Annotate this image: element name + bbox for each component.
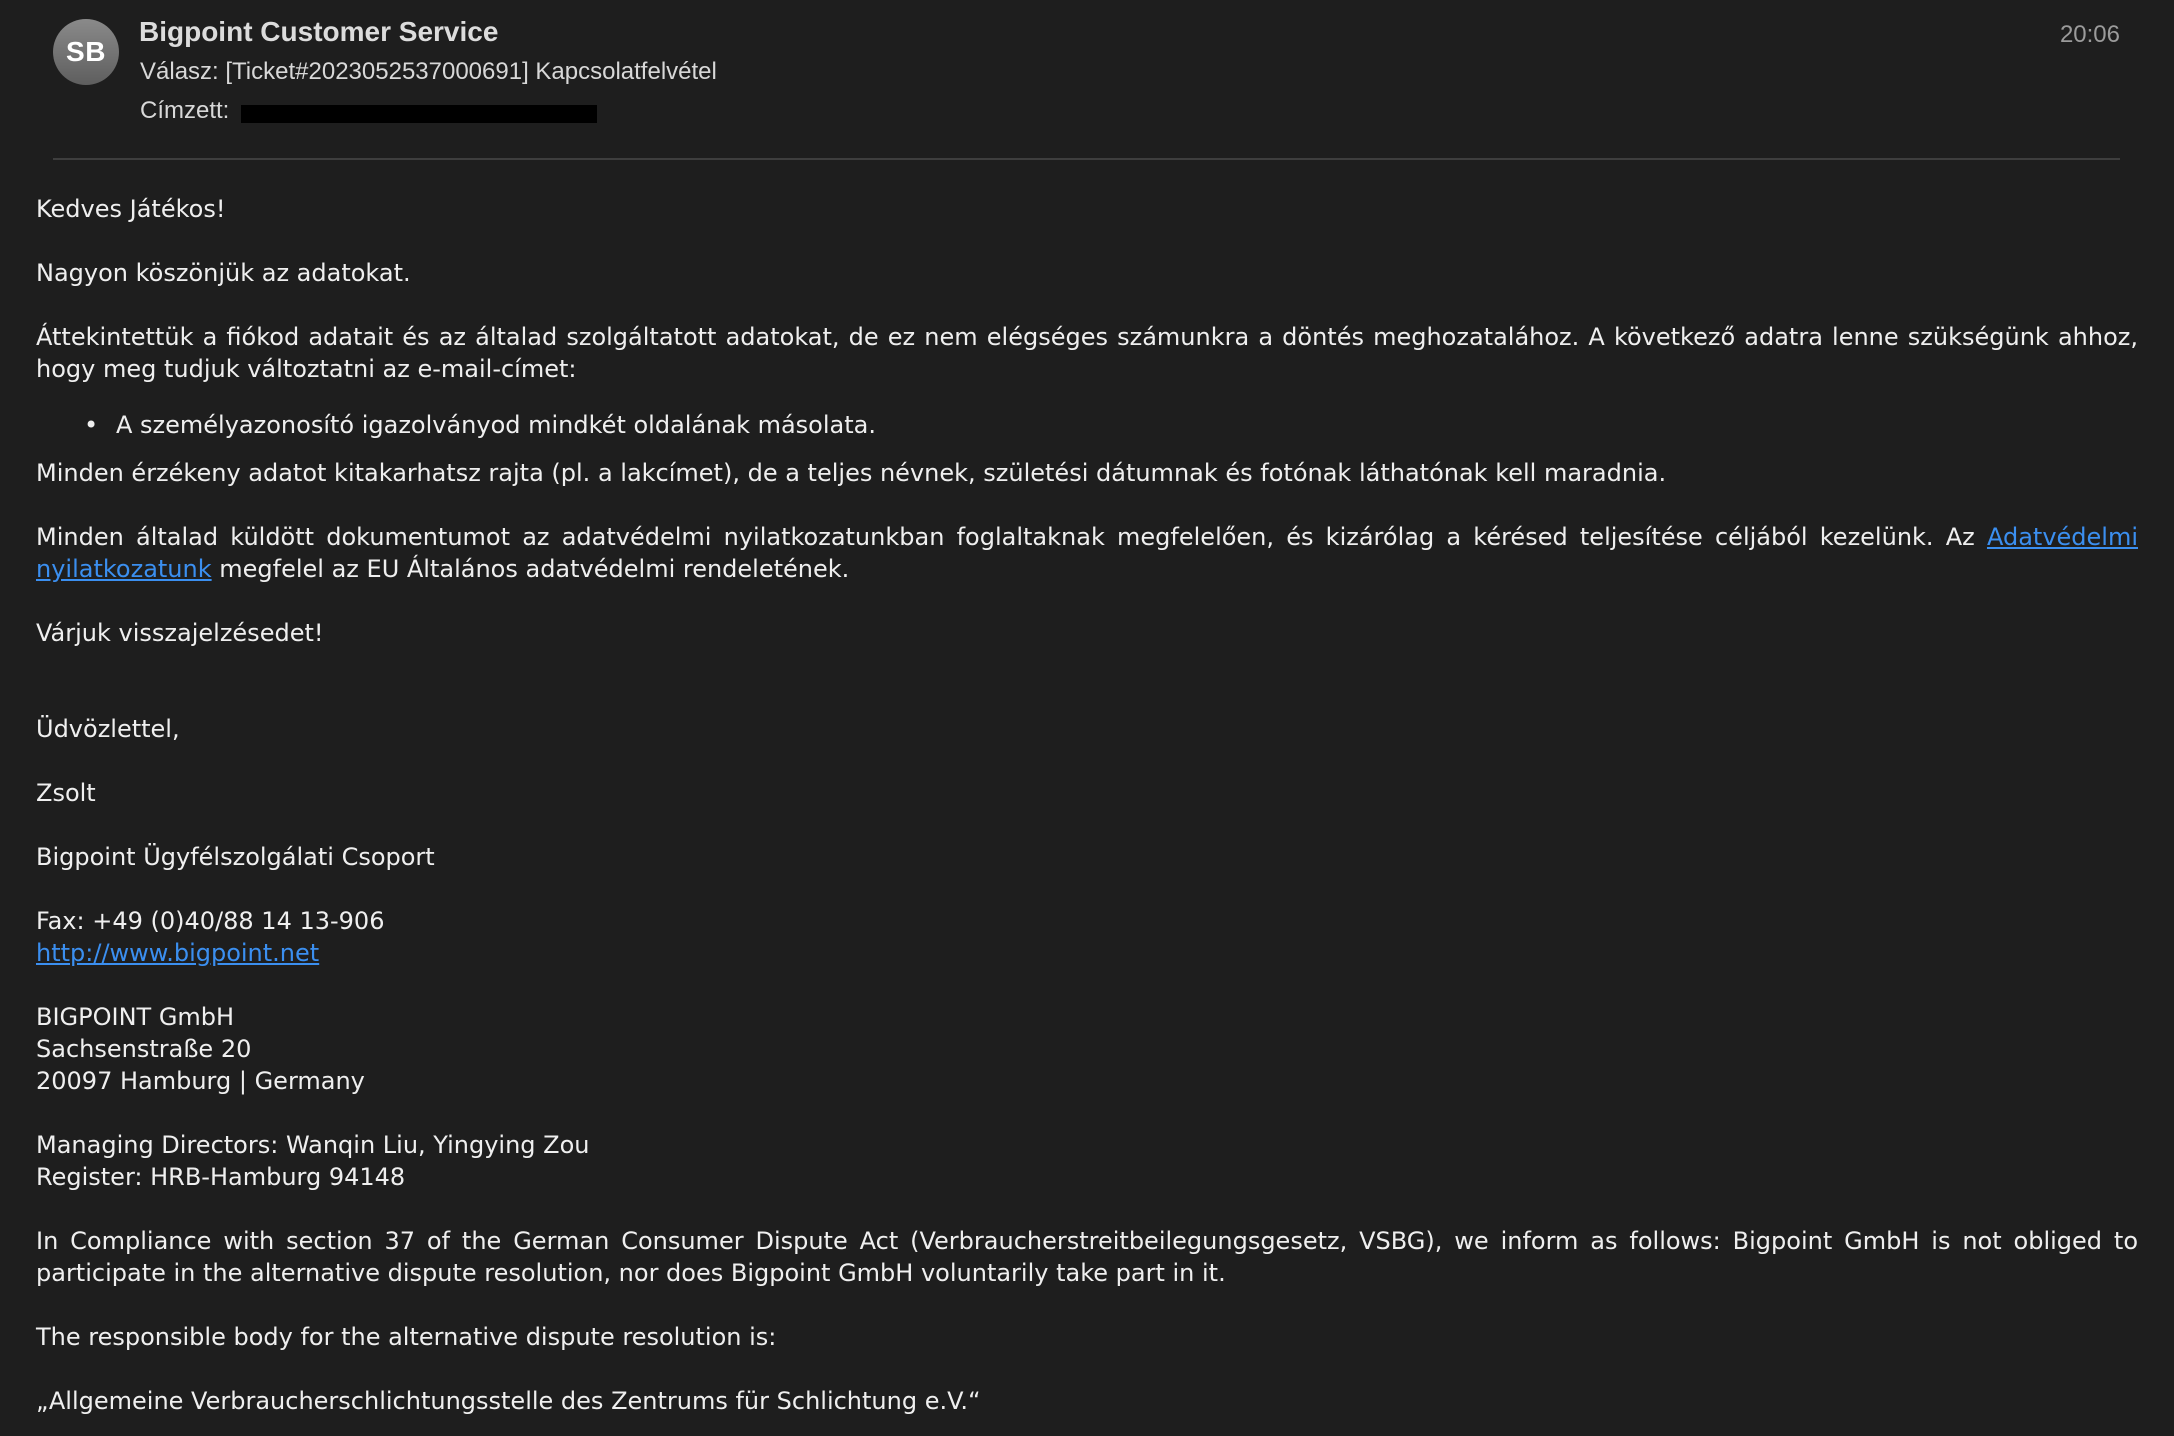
message-header xyxy=(0,0,2174,160)
privacy-text-after: megfelel az EU Általános adatvédelmi rendeletének. xyxy=(211,555,850,583)
message-body xyxy=(36,193,2138,1436)
team-name: Bigpoint Ügyfélszolgálati Csoport xyxy=(36,843,435,871)
thanks-text: Nagyon köszönjük az adatokat. xyxy=(36,259,411,287)
company-registration xyxy=(36,1129,2138,1193)
header-divider xyxy=(53,158,2120,160)
arbitration-body-name: „Allgemeine Verbraucherschlichtungsstelle des Zentrums für Schlichtung e.V.“ xyxy=(36,1387,981,1415)
recipient-label: Címzett: xyxy=(140,97,230,124)
closing-text: Üdvözlettel, xyxy=(36,715,180,743)
await-reply-text: Várjuk visszajelzésedet! xyxy=(36,619,324,647)
contact-block xyxy=(36,905,2138,969)
company-street: Sachsenstraße 20 xyxy=(36,1035,252,1063)
compliance-paragraph: In Compliance with section 37 of the German Consumer Dispute Act (Verbraucherstreitbeilegungsgesetz, VSBG), we inform as follows: Bigpoint GmbH is not obliged to participate in the alternative dispute resolution, nor does Bigpoint GmbH voluntarily take part in it. xyxy=(36,1227,2138,1287)
sender-avatar: SB xyxy=(53,19,119,85)
company-register: Register: HRB-Hamburg 94148 xyxy=(36,1163,406,1191)
bullet-icon: • xyxy=(84,411,99,439)
greeting-text: Kedves Játékos! xyxy=(36,195,226,223)
recipient-row xyxy=(140,97,597,125)
company-name: BIGPOINT GmbH xyxy=(36,1003,235,1031)
message-subject: Válasz: [Ticket#2023052537000691] Kapcsolatfelvétel xyxy=(140,58,717,85)
company-city: 20097 Hamburg | Germany xyxy=(36,1067,365,1095)
responsible-body-text: The responsible body for the alternative dispute resolution is: xyxy=(36,1323,777,1351)
sender-name[interactable]: Bigpoint Customer Service xyxy=(139,16,499,47)
privacy-paragraph xyxy=(36,521,2138,585)
redaction-note: Minden érzékeny adatot kitakarhatsz rajta (pl. a lakcímet), de a teljes névnek, születési dátumnak és fotónak láthatónak kell maradnia. xyxy=(36,459,1667,487)
fax-number: Fax: +49 (0)40/88 14 13-906 xyxy=(36,907,385,935)
message-time: 20:06 xyxy=(2059,21,2120,48)
list-item xyxy=(84,409,2138,441)
signature-name: Zsolt xyxy=(36,779,96,807)
website-link[interactable]: http://www.bigpoint.net xyxy=(36,939,320,967)
privacy-policy-link[interactable]: Adatvédelmi nyilatkozatunk xyxy=(36,523,2138,583)
spacer xyxy=(36,681,2138,713)
review-paragraph: Áttekintettük a fiókod adatait és az általad szolgáltatott adatokat, de ez nem elégséges számunkra a döntés meghozatalához. A következő adatra lenne szükségünk ahhoz, hogy meg tudjuk változtatni az e-mail-címet: xyxy=(36,323,2138,383)
company-address xyxy=(36,1001,2138,1097)
managing-directors: Managing Directors: Wanqin Liu, Yingying Zou xyxy=(36,1131,590,1159)
list-item-text: A személyazonosító igazolványod mindkét oldalának másolata. xyxy=(116,411,876,439)
privacy-text-before: Minden általad küldött dokumentumot az adatvédelmi nyilatkozatunkban foglaltaknak megfelelően, és kizárólag a kérésed teljesítése céljából kezelünk. Az xyxy=(36,523,1987,551)
redacted-recipient-address[interactable] xyxy=(241,105,597,123)
required-documents-list xyxy=(36,409,2138,441)
